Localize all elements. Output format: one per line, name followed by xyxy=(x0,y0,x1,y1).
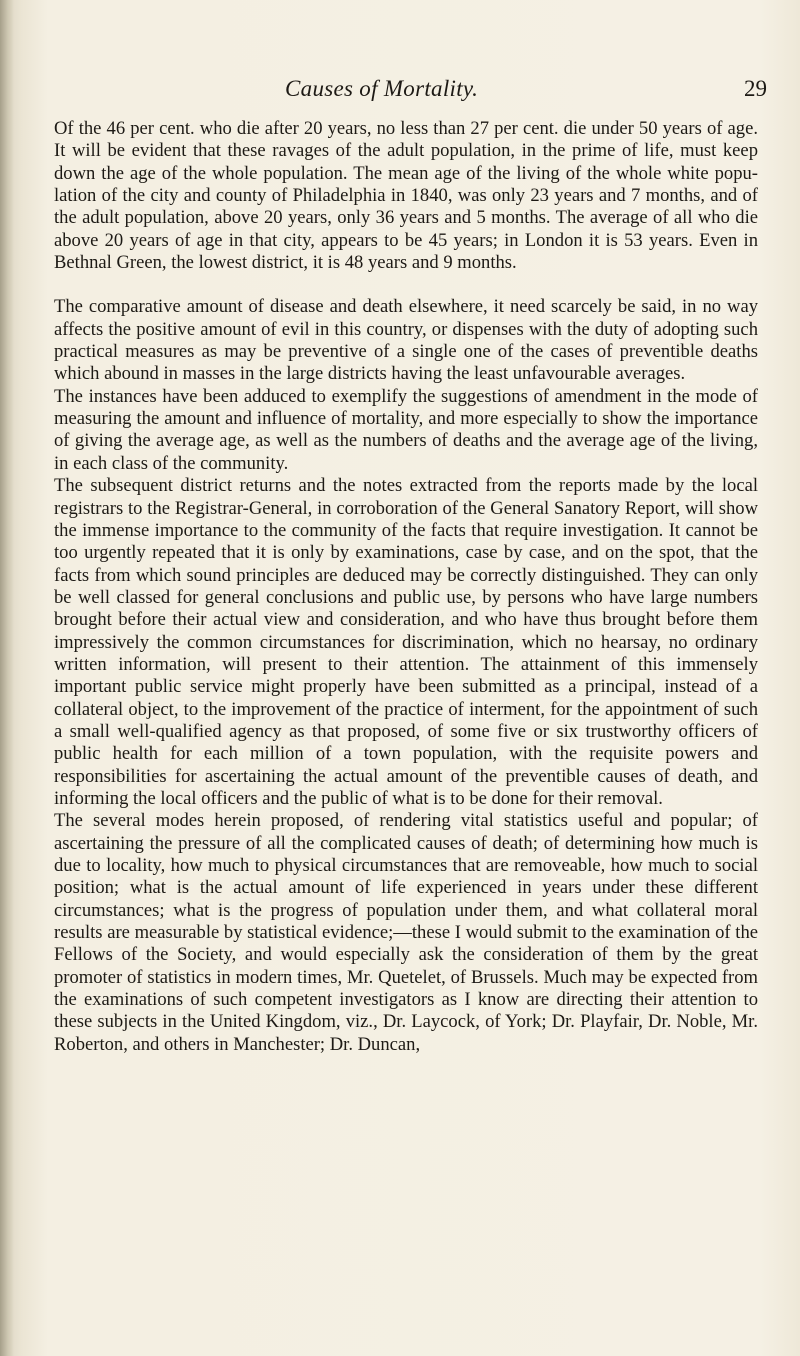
paragraph-1: Of the 46 per cent. who die after 20 years, no less than 27 per cent. die under 50 years of age. It will be evident that these ravages of the adult population, in the prime of life, must keep down the age of the whole population. The mean age of the living of the whole white population of the city and county of Philadelphia in 1840, was only 23 years and 7 months, and of the adult population, above 20 years, only 36 years and 5 months. The average of all who die above 20 years of age in that city, appears to be 45 years; in London it is 53 years. Even in Bethnal Green, the lowest district, it is 48 years and 9 months. xyxy=(54,118,758,274)
body-text xyxy=(54,118,758,1056)
page-number: 29 xyxy=(744,76,767,101)
page-spine-shadow xyxy=(0,0,14,1356)
paragraph-4: The subsequent district returns and the notes extracted from the reports made by the local registrars to the Registrar-General, in corroboration of the General Sanatory Report, will show the immense importance to the community of the facts that require investigation. It cannot be too urgently repeated that it is only by examinations, case by case, and on the spot, that the facts from which sound principles are deduced may be correctly distinguished. They can only be well classed for general conclusions and public use, by persons who have large numbers brought before their actual view and consideration, and who have thus brought before them impressively the common circumstances for discrimination, which no hearsay, no ordinary written information, will present to their attention. The attainment of this immensely important public service might properly have been submitted as a principal, instead of a collateral object, to the improvement of the practice of interment, for the appointment of such a small well-qualified agency as that proposed, of some five or six trustworthy officers of public health for each million of a town population, with the requisite powers and responsibilities for ascertaining the actual amount of the preventible causes of death, and informing the local officers and the public of what is to be done for their removal. xyxy=(54,475,758,809)
running-head xyxy=(0,76,800,108)
running-title: Causes of Mortality. xyxy=(285,76,479,101)
paragraph-5: The several modes herein proposed, of rendering vital statistics useful and popular; of ascertaining the pressure of all the complicated causes of death; of determining how much is due to locality, how much to physical circumstances that are removeable, how much to social position; what is the actual amount of life experienced in years under these different circumstances; what is the progress of population under them, and what collateral moral results are measurable by statistical evidence;—these I would submit to the examination of the Fellows of the Society, and would especially ask the consideration of them by the great promoter of statistics in modern times, Mr. Quetelet, of Brussels. Much may be expected from the examinations of such competent investigators as I know are directing their attention to these subjects in the United Kingdom, viz., Dr. Laycock, of York; Dr. Playfair, Dr. Noble, Mr. Roberton, and others in Manchester; Dr. Duncan, xyxy=(54,810,758,1055)
paragraph-gap xyxy=(54,274,758,296)
paragraph-2: The comparative amount of disease and death elsewhere, it need scarcely be said, in no way affects the positive amount of evil in this country, or dispenses with the duty of adopting such practical measures as may be preventive of a single one of the cases of preventible deaths which abound in masses in the large districts having the least unfavourable averages. xyxy=(54,296,758,385)
paragraph-3: The instances have been adduced to exemplify the suggestions of amendment in the mode of measuring the amount and influence of mortality, and more especially to show the importance of giving the average age, as well as the numbers of deaths and the average age of the living, in each class of the community. xyxy=(54,385,758,474)
